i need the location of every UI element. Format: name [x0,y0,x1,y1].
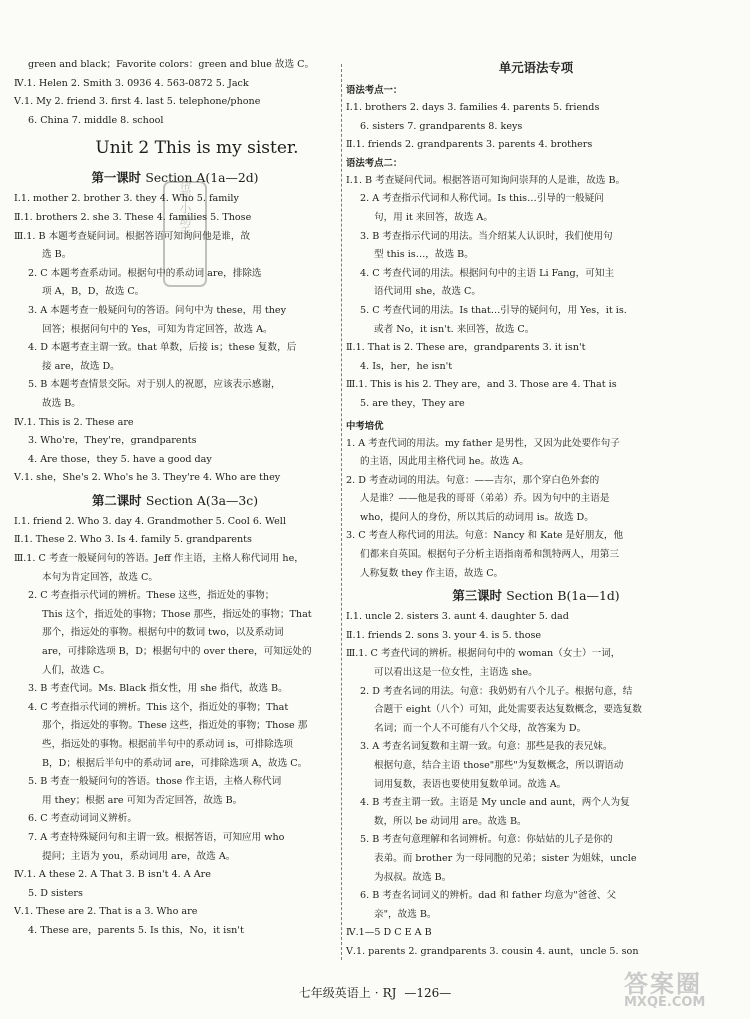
text-line: Ⅳ.1. This is 2. These are [14,416,134,428]
text-line: 6. C 考查动词词义辨析。 [28,813,137,825]
text-line: 6. sisters 7. grandparents 8. keys [360,120,523,132]
text-line: Ⅲ.1. B 本题考查疑问词。根据答语可知询问他是谁，故 [14,230,251,242]
section-subtitle: Section B(1a—1d) [506,588,620,604]
text-line: Ⅱ.1. friends 2. grandparents 3. parents 4. brothers [346,139,593,151]
text-line: 4. B 考查主谓一致。主语是 My uncle and aunt，两个人为复 [360,797,630,809]
text-line: 表弟。而 brother 为一母同胞的兄弟；sister 为姐妹，uncle [374,852,637,864]
text-line: 7. A 考查特殊疑问句和主谓一致。根据答语，可知应用 who [28,831,285,843]
text-line: Ⅱ.1. These 2. Who 3. Is 4. family 5. grandparents [14,534,252,546]
text-line: 4. These are，parents 5. Is this，No，it isn't [28,924,244,936]
grammar-title: 单元语法专项 [498,60,574,75]
section-heading-3 [346,583,726,608]
text-line: 6. China 7. middle 8. school [28,114,164,126]
text-line: 那个，指远处的事物。These 这些，指近处的事物；Those 那 [42,720,308,732]
text-line: Ⅲ.1. This is his 2. They are，and 3. Those are 4. That is [346,379,617,391]
text-line: 数，所以 be 动词用 are。故选 B。 [374,815,527,827]
text-line: B，D；根据后半句中的系动词 are，可排除选项 A，故选 C。 [42,757,308,769]
text-line: Ⅴ.1. These are 2. That is a 3. Who are [14,906,198,918]
right-column [346,56,726,962]
section-subtitle: Section A(1a—2d) [145,170,259,186]
text-line: 合题干 eight（八个）可知，此处需要表达复数概念，要选复数 [374,704,642,716]
text-line: 5. are they，They are [360,397,465,409]
text-line: Ⅰ.1. uncle 2. sisters 3. aunt 4. daughter 5. dad [346,611,569,623]
unit-title: Unit 2 This is my sister. [95,138,299,159]
footer-subject: 七年级英语上 [298,986,371,1000]
text-line: are，可排除选项 B，D；根据句中的 over there，可知远处的 [42,646,312,658]
text-line: This 这个，指近处的事物；Those 那些，指远处的事物；That [42,608,312,620]
text-line: Ⅲ.1. C 考查代词的辨析。根据问句中的 woman（女士）一词， [346,648,621,660]
text-line: Ⅳ.1. A these 2. A That 3. B isn't 4. A Are [14,869,211,881]
text-line: 6. B 考查名词词义的辨析。dad 和 father 均意为"爸爸、父 [360,890,617,902]
grammar-point-label: 语法考点一： [346,85,403,96]
text-line: 语代词用 she，故选 C。 [374,286,481,298]
text-line: 4. D 本题考查主谓一致。that 单数，后接 is；these 复数，后 [28,342,297,354]
text-line: 2. C 考查指示代词的辨析。These 这些，指近处的事物； [28,590,275,602]
text-line: 本句为肯定回答，故选 C。 [42,571,158,583]
text-line: 些，指远处的事物。根据前半句中的系动词 is，可排除选项 [42,739,293,750]
text-line: Ⅰ.1. friend 2. Who 3. day 4. Grandmother 5. Cool 6. Well [14,515,286,527]
section-title: 第一课时 [91,170,142,186]
text-line: 3. B 考查代词。Ms. Black 指女性，用 she 指代，故选 B。 [28,683,288,695]
text-line: Ⅴ.1. she，She's 2. Who's he 3. They're 4. Who are they [14,472,281,484]
text-line: 句，用 it 来回答，故选 A。 [374,211,493,223]
exam-section-label: 中考培优 [346,420,384,432]
text-line: 回答；根据问句中的 Yes，可知为肯定回答，故选 A。 [42,323,273,335]
text-line: 根据句意，结合主语 those"那些"为复数概念，所以谓语动 [374,760,624,771]
text-line: Ⅱ.1. brothers 2. she 3. These 4. families 5. Those [14,211,252,223]
footer-edition: RJ [382,986,397,1000]
text-line: 4. Is，her，he isn't [360,360,453,372]
text-line: 词用复数，表语也要使用复数单词。故选 A。 [374,778,567,790]
text-line: Ⅴ.1. My 2. friend 3. first 4. last 5. telephone/phone [14,96,261,108]
watermark-logo [624,964,734,1014]
text-line: green and black；Favorite colors：green and blue 故选 C。 [28,59,315,70]
text-line: 5. D sisters [28,887,83,899]
text-line: 人们，故选 C。 [42,664,110,676]
text-line: 的主语，因此用主格代词 he。故选 A。 [360,456,529,468]
section-subtitle: Section A(3a—3c) [145,492,259,508]
text-line: 2. D 考查名词的用法。句意：我奶奶有八个儿子。根据句意，结 [360,685,633,697]
text-line: 3. A 本题考查一般疑问句的答语。问句中为 these，用 they [28,304,287,316]
text-line: Ⅱ.1. That is 2. These are，grandparents 3. it isn't [346,342,586,354]
text-line: 5. C 考查代词的用法。Is that…引导的疑问句，用 Yes，it is. [360,304,627,316]
text-line: Ⅱ.1. friends 2. sons 3. your 4. is 5. those [346,629,542,641]
text-line: 4. Are those，they 5. have a good day [28,453,212,465]
watermark-url: MXQE.COM [624,995,706,1010]
text-line: 3. C 考查人称代词的用法。句意：Nancy 和 Kate 是好朋友，他 [346,530,624,542]
text-line: 亲"，故选 B。 [374,908,437,920]
text-line: 项 A，B，D，故选 C。 [42,286,145,298]
text-line: 可以看出这是一位女性，主语选 she。 [374,667,538,679]
column-divider [341,64,342,960]
text-line: 人称复数 they 作主语，故选 C。 [360,567,504,579]
text-line: 或者 No，it isn't. 来回答，故选 C。 [374,323,535,335]
text-line: 3. Who're，They're，grandparents [28,435,197,447]
section-title: 第三课时 [452,588,502,604]
text-line: 3. B 考查指示代词的用法。当介绍某人认识时，我们使用句 [360,230,613,242]
text-line: Ⅰ.1. B 考查疑问代词。根据答语可知询问崇拜的人是谁，故选 B。 [346,174,626,186]
text-line: 为叔叔。故选 B。 [374,871,452,883]
text-line: Ⅳ.1—5 D C E A B [346,927,432,939]
text-line: 用 they；根据 are 可知为否定回答，故选 B。 [42,794,243,806]
text-line: Ⅴ.1. parents 2. grandparents 3. cousin 4. aunt，uncle 5. son [346,945,639,957]
text-line: Ⅰ.1. mother 2. brother 3. they 4. Who 5. family [14,193,239,205]
text-line: 4. C 考查代词的用法。根据问句中的主语 Li Fang，可知主 [360,267,615,279]
text-line: 4. C 考查指示代词的辨析。This 这个，指近处的事物；That [28,701,289,713]
text-line: 2. C 本题考查系动词。根据句中的系动词 are，排除选 [28,267,262,279]
text-line: who，提问人的身份，所以其后的动词用 is。故选 D。 [360,511,594,523]
text-line: 名词；而一个人不可能有八个父母，故答案为 D。 [374,722,587,734]
text-line: Ⅰ.1. brothers 2. days 3. families 4. parents 5. friends [346,102,600,113]
page-number: —126— [404,986,452,1000]
text-line: 那个，指远处的事物。根据句中的数词 two，以及系动词 [42,627,284,639]
text-line: 1. A 考查代词的用法。my father 是男性，又因为此处要作句子 [346,437,620,449]
text-line: 提问；主语为 you，系动词用 are，故选 A。 [42,850,236,862]
text-line: 5. B 考查句意理解和名词辨析。句意：你姑姑的儿子是你的 [360,834,613,846]
text-line: 人是谁？——他是我的哥哥（弟弟）乔。因为句中的主语是 [360,493,610,505]
stamp-mark [160,178,210,290]
text-line: 2. D 考查动词的用法。句意：——吉尔，那个穿白色外套的 [346,474,600,486]
section-title: 第二课时 [91,492,142,508]
text-line: 3. A 考查名词复数和主谓一致。句意：那些是我的表兄妹。 [360,741,613,753]
text-line: 5. B 本题考查情景交际。对于别人的祝愿，应该表示感谢， [28,379,281,391]
text-line: 选 B。 [42,249,72,261]
text-line: 2. A 考查指示代词和人称代词。Is this…引导的一般疑问 [360,193,604,205]
text-line: Ⅳ.1. Helen 2. Smith 3. 0936 4. 563-0872 5. Jack [14,77,249,89]
text-line: 型 this is…，故选 B。 [374,249,474,261]
stamp-text: 帮帮小助手 [178,178,192,238]
text-line: 故选 B。 [42,397,81,409]
section-heading-2 [14,488,336,513]
text-line: 们都来自英国。根据句子分析主语指南希和凯特两人，用第三 [360,549,620,561]
footer-dot: · [374,986,379,1000]
text-line: 接 are，故选 D。 [42,360,120,372]
text-line: 5. B 考查一般疑问句的答语。those 作主语，主格人称代词 [28,776,282,788]
text-line: Ⅲ.1. C 考查一般疑问句的答语。Jeff 作主语，主格人称代词用 he， [14,553,304,565]
watermark-text: 答案圈 [624,970,702,998]
grammar-point-label: 语法考点二： [346,157,403,169]
